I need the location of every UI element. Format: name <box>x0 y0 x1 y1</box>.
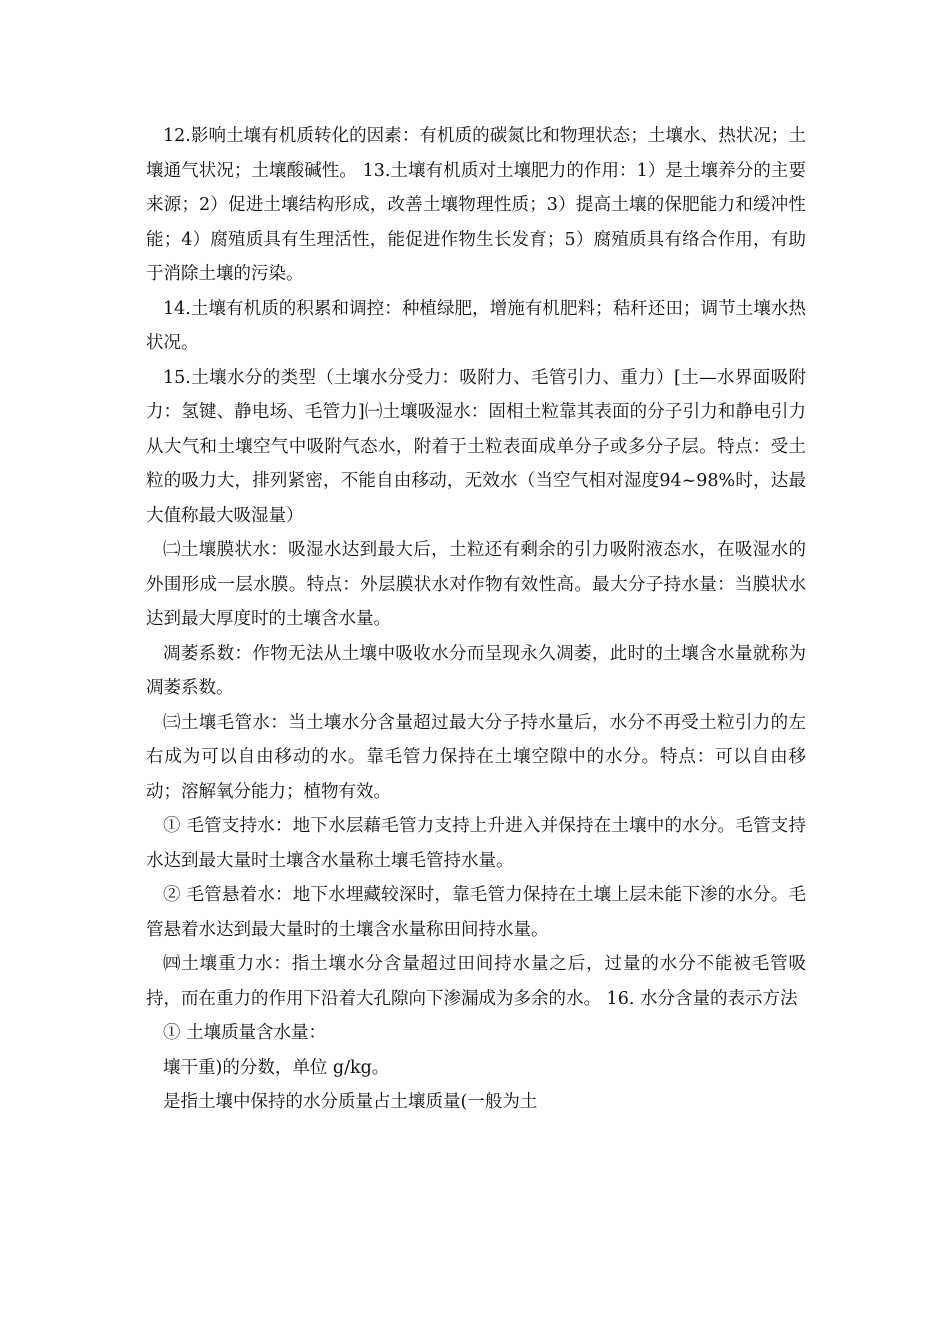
paragraph-capillary-support-water: ① 毛管支持水：地下水层藉毛管力支持上升进入并保持在土壤中的水分。毛管支持水达到最大量时土壤含水量称土壤毛管持水量。 <box>146 816 806 871</box>
document-body <box>146 119 806 1120</box>
paragraph-mass-water-content: ① 土壤质量含水量： <box>163 1023 327 1043</box>
paragraph-14: 14.土壤有机质的积累和调控：种植绿肥，增施有机肥料；秸秆还田；调节土壤水热状况。 <box>146 298 806 353</box>
paragraph-film-water: ㈡土壤膜状水：吸湿水达到最大后，土粒还有剩余的引力吸附液态水，在吸湿水的外围形成一层水膜。特点：外层膜状水对作物有效性高。最大分子持水量：当膜状水达到最大厚度时的土壤含水量。 <box>146 540 806 629</box>
paragraph-definition-line: 是指土壤中保持的水分质量占土壤质量(一般为土 <box>163 1092 538 1112</box>
paragraph-15: 15.土壤水分的类型（土壤水分受力：吸附力、毛管引力、重力）[土—水界面吸附力：氢键、静电场、毛管力]㈠土壤吸湿水：固相土粒靠其表面的分子引力和静电引力从大气和土壤空气中吸附气态水，附着于土粒表面成单分子或多分子层。特点：受土粒的吸力大，排列紧密，不能自由移动，无效水（当空气相对湿度94~98%时，达最大值称最大吸湿量） <box>146 367 806 526</box>
paragraph-unit-line: 壤干重)的分数，单位 g/kg。 <box>163 1057 390 1078</box>
paragraph-capillary-suspended-water: ② 毛管悬着水：地下水埋藏较深时，靠毛管力保持在土壤上层未能下渗的水分。毛管悬着水达到最大量时的土壤含水量称田间持水量。 <box>146 885 806 940</box>
paragraph-gravity-water: ㈣土壤重力水：指土壤水分含量超过田间持水量之后，过量的水分不能被毛管吸持，而在重力的作用下沿着大孔隙向下渗漏成为多余的水。 16. 水分含量的表示方法 <box>146 954 806 1009</box>
paragraph-wilting-coefficient: 凋萎系数：作物无法从土壤中吸收水分而呈现永久凋萎，此时的土壤含水量就称为凋萎系数。 <box>146 643 806 698</box>
paragraph-12-13: 12.影响土壤有机质转化的因素：有机质的碳氮比和物理状态；土壤水、热状况；土壤通气状况；土壤酸碱性。 13.土壤有机质对土壤肥力的作用：1）是土壤养分的主要来源；2）促进土壤结构形成，改善土壤物理性质；3）提高土壤的保肥能力和缓冲性能；4）腐殖质具有生理活性，能促进作物生长发育；5）腐殖质具有络合作用，有助于消除土壤的污染。 <box>146 126 806 284</box>
paragraph-capillary-water: ㈢土壤毛管水：当土壤水分含量超过最大分子持水量后，水分不再受土粒引力的左右成为可以自由移动的水。靠毛管力保持在土壤空隙中的水分。特点：可以自由移动；溶解氧分能力；植物有效。 <box>146 712 806 802</box>
